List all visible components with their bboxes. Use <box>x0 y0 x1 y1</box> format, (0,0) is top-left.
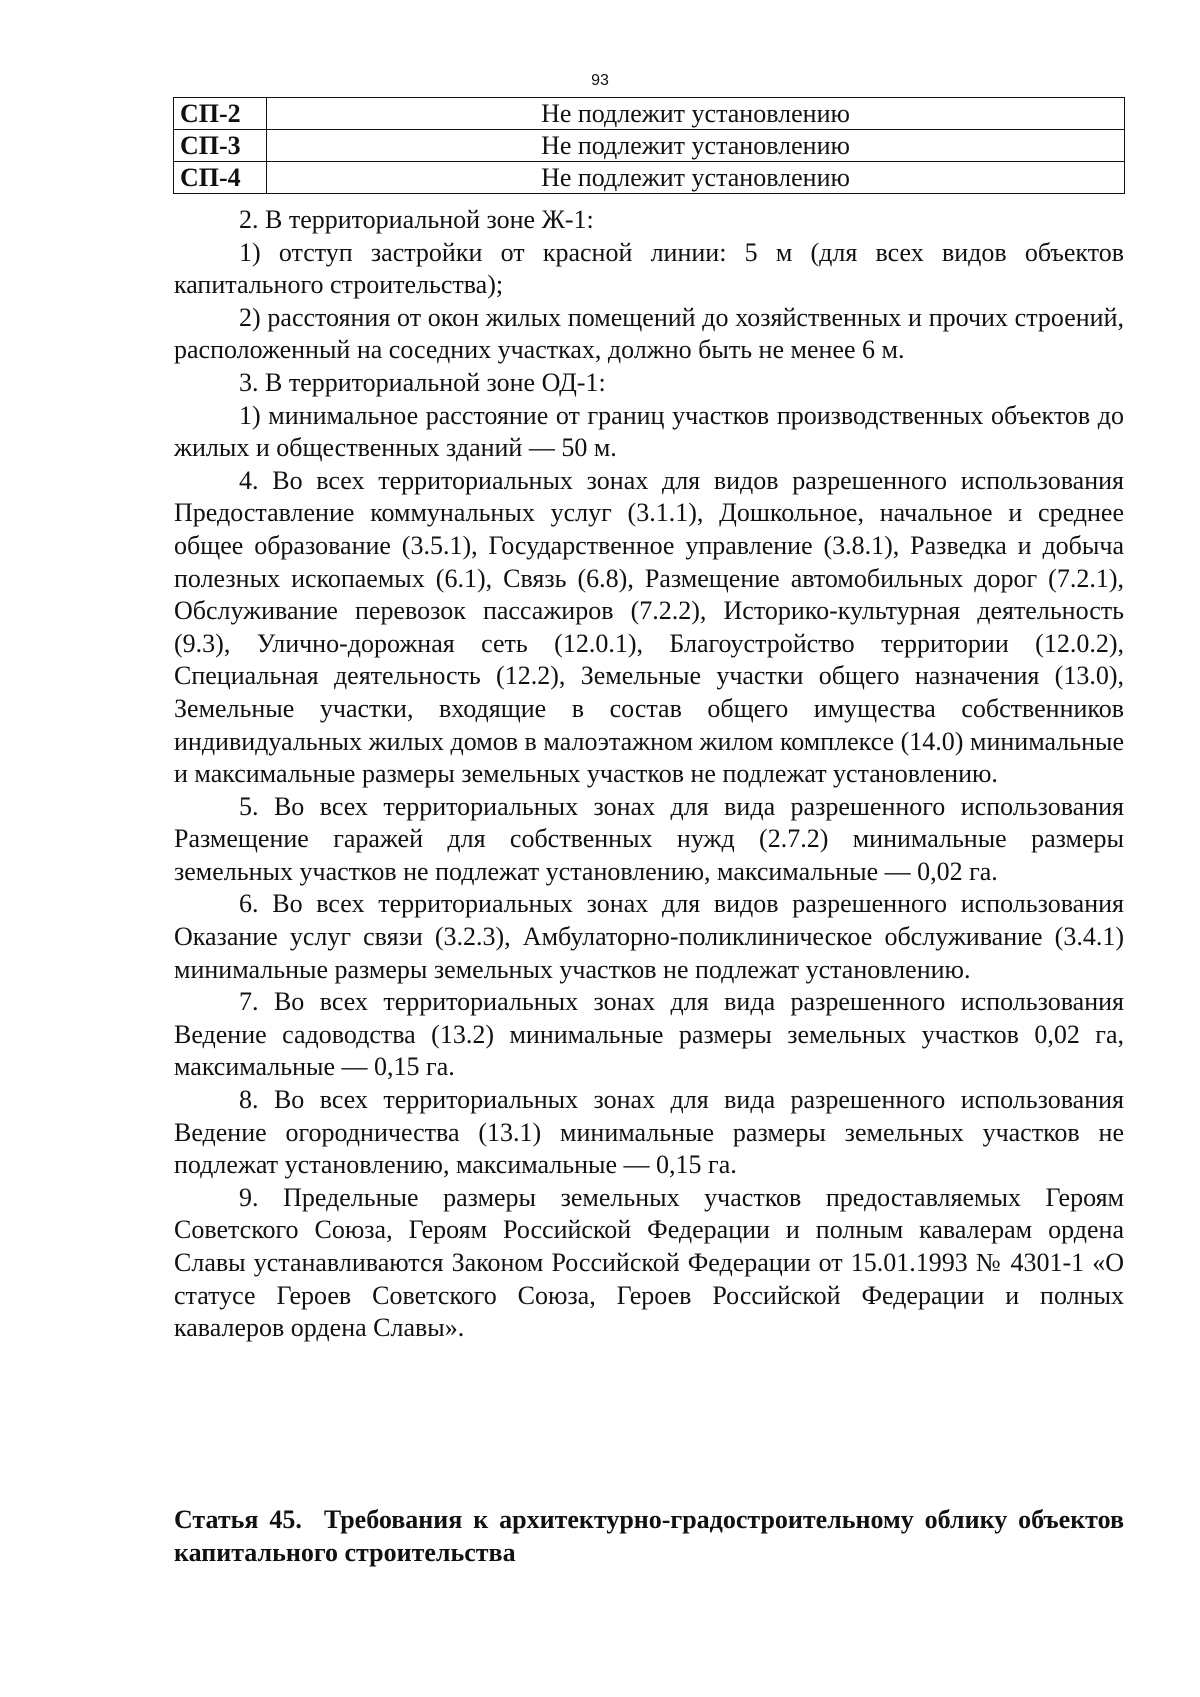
paragraph: 6. Во всех территориальных зонах для видов разрешенного использования Оказание услуг связи (3.2.3), Амбулаторно-поликлиническое обслуживание (3.4.1) минимальные размеры земельных участков не подлежат установлению. <box>174 889 1124 984</box>
body-text <box>174 204 1124 1345</box>
paragraph: 1) отступ застройки от красной линии: 5 м (для всех видов объектов капитального строительства); <box>174 237 1124 300</box>
zone-code: СП-2 <box>174 98 267 130</box>
table-row <box>174 162 1125 194</box>
zone-code: СП-3 <box>174 130 267 162</box>
table-row <box>174 98 1125 130</box>
page-number: 93 <box>591 72 609 89</box>
paragraph: 8. Во всех территориальных зонах для вида разрешенного использования Ведение огородничества (13.1) минимальные размеры земельных участков не подлежат установлению, максимальные — 0,15 га. <box>174 1085 1124 1180</box>
paragraph: 7. Во всех территориальных зонах для вида разрешенного использования Ведение садоводства (13.2) минимальные размеры земельных участков 0,02 га, максимальные — 0,15 га. <box>174 987 1124 1082</box>
zone-value: Не подлежит установлению <box>267 130 1125 162</box>
zone-value: Не подлежит установлению <box>267 98 1125 130</box>
article-title: Требования к архитектурно-градостроительному облику объектов капитального строительства <box>174 1505 1124 1567</box>
zone-value: Не подлежит установлению <box>267 162 1125 194</box>
paragraph: 1) минимальное расстояние от границ участков производственных объектов до жилых и общественных зданий — 50 м. <box>174 400 1124 463</box>
paragraph: 4. Во всех территориальных зонах для видов разрешенного использования Предоставление коммунальных услуг (3.1.1), Дошкольное, начальное и среднее общее образование (3.5.1), Государственное управление (3.8.1), Разведка и добыча полезных ископаемых (6.1), Связь (6.8), Размещение автомобильных дорог (7.2.1), Обслуживание перевозок пассажиров (7.2.2), Историко-культурная деятельность (9.3), Улично-дорожная сеть (12.0.1), Благоустройство территории (12.0.2), Специальная деятельность (12.2), Земельные участки общего назначения (13.0), Земельные участки, входящие в состав общего имущества собственников индивидуальных жилых домов в малоэтажном жилом комплексе (14.0) минимальные и максимальные размеры земельных участков не подлежат установлению. <box>174 465 1124 789</box>
zone-table <box>173 97 1125 194</box>
paragraph: 2) расстояния от окон жилых помещений до хозяйственных и прочих строений, расположенный на соседних участках, должно быть не менее 6 м. <box>174 302 1124 365</box>
paragraph: 2. В территориальной зоне Ж-1: <box>239 205 594 234</box>
paragraph: 5. Во всех территориальных зонах для вида разрешенного использования Размещение гаражей для собственных нужд (2.7.2) минимальные размеры земельных участков не подлежат установлению, максимальные — 0,02 га. <box>174 791 1124 886</box>
paragraph: 3. В территориальной зоне ОД-1: <box>239 367 606 397</box>
zone-code: СП-4 <box>174 162 267 194</box>
article-number: Статья 45. <box>174 1505 302 1534</box>
article-heading <box>174 1504 1124 1569</box>
table-row <box>174 130 1125 162</box>
paragraph: 9. Предельные размеры земельных участков предоставляемых Героям Советского Союза, Героям Российской Федерации и полным кавалерам ордена Славы устанавливаются Законом Российской Федерации от 15.01.1993 № 4301-1 «О статусе Героев Советского Союза, Героев Российской Федерации и полных кавалеров ордена Славы». <box>174 1182 1124 1343</box>
